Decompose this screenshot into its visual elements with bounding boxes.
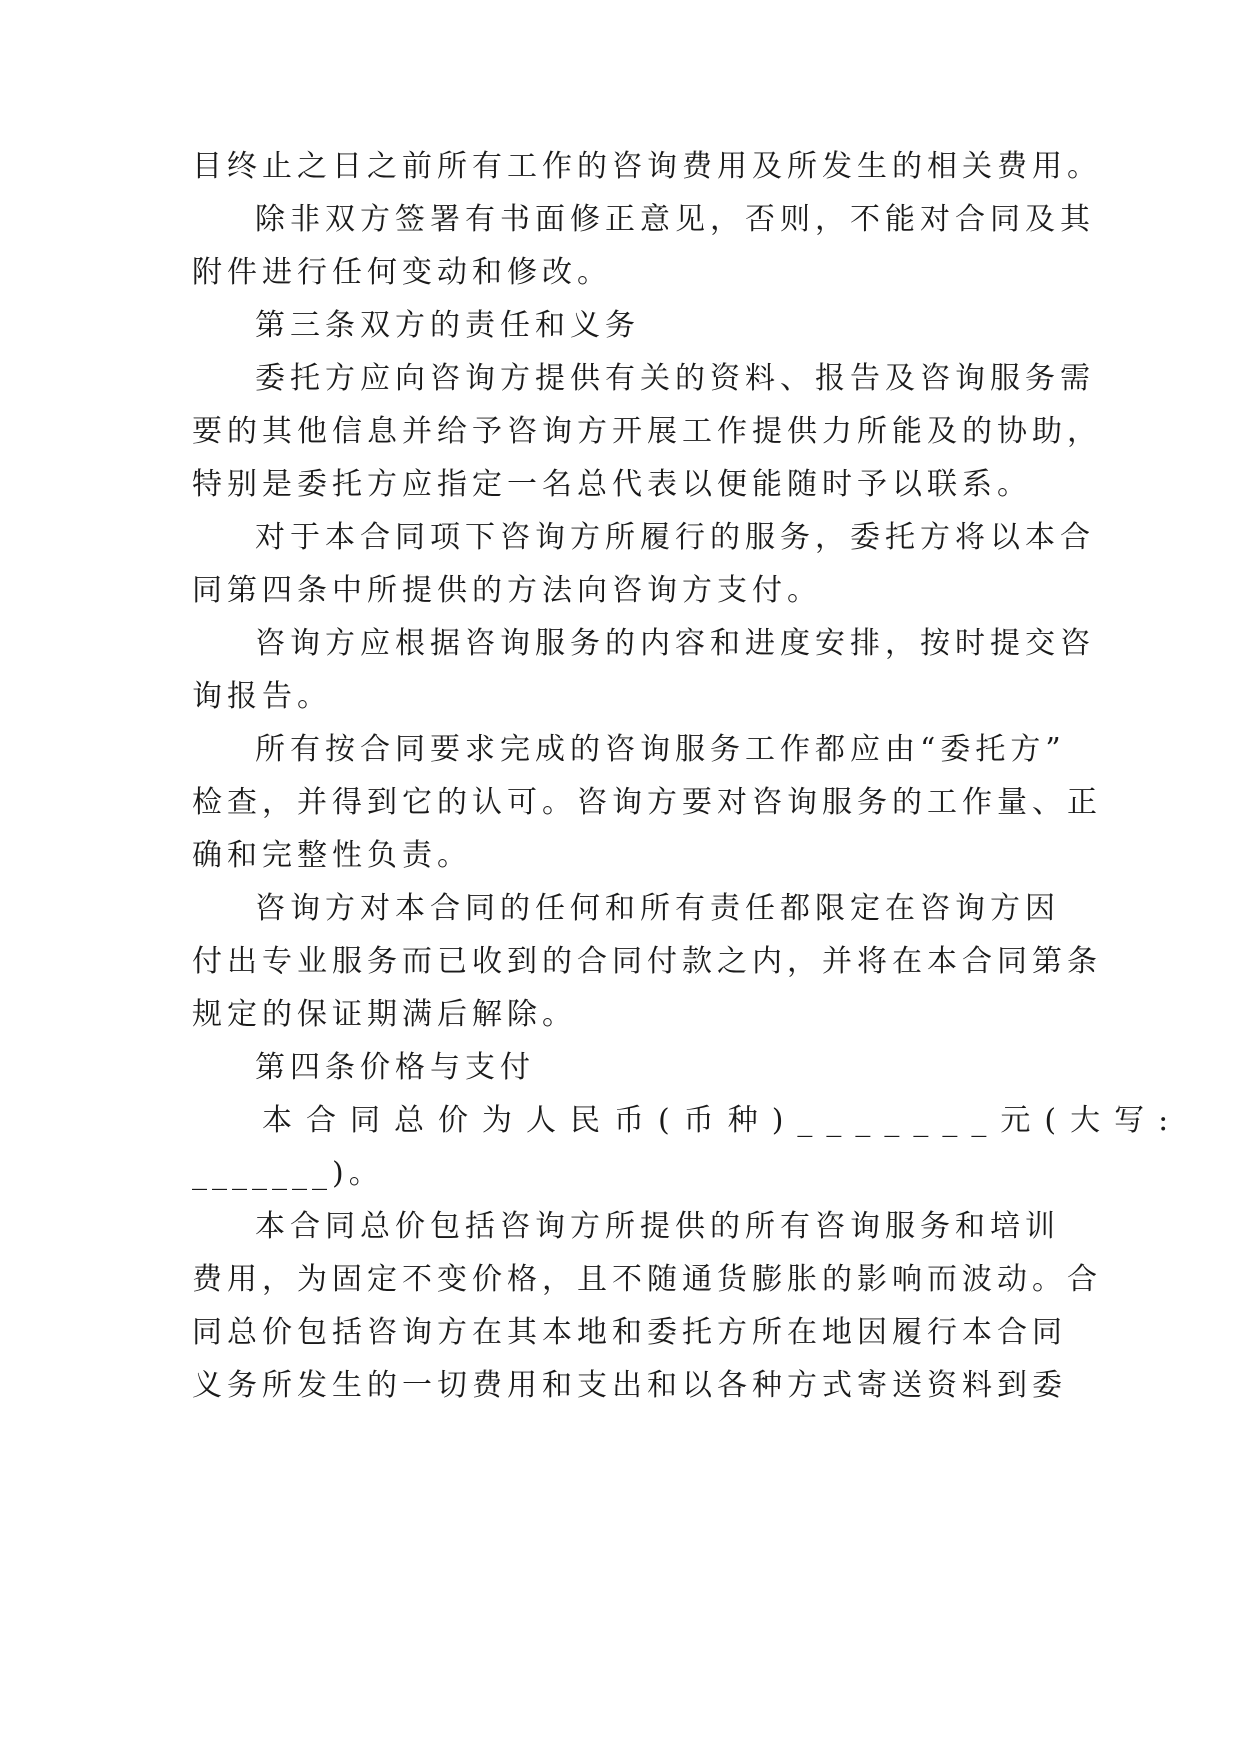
- text-line: 费用，为固定不变价格，且不随通货膨胀的影响而波动。合: [192, 1262, 1102, 1297]
- text-line: 目终止之日之前所有工作的咨询费用及所发生的相关费用。: [192, 149, 1102, 184]
- section-heading: 第三条双方的责任和义务: [255, 308, 640, 343]
- text-line: 付出专业服务而已收到的合同付款之内，并将在本合同第条: [192, 944, 1102, 979]
- text-line: 同第四条中所提供的方法向咨询方支付。: [192, 573, 822, 608]
- text-line: 所有按合同要求完成的咨询服务工作都应由“委托方”: [255, 732, 1066, 767]
- text-line: 本合同总价为人民币(币种)_______元(大写:: [262, 1103, 1183, 1138]
- text-line: 检查，并得到它的认可。咨询方要对咨询服务的工作量、正: [192, 785, 1102, 820]
- text-line: 规定的保证期满后解除。: [192, 997, 577, 1032]
- text-line: 咨询方应根据咨询服务的内容和进度安排，按时提交咨: [255, 626, 1095, 661]
- text-line: _______)。: [192, 1156, 384, 1191]
- text-line: 本合同总价包括咨询方所提供的所有咨询服务和培训: [255, 1209, 1060, 1244]
- section-heading: 第四条价格与支付: [255, 1050, 535, 1085]
- text-line: 询报告。: [192, 679, 332, 714]
- text-line: 除非双方签署有书面修正意见，否则，不能对合同及其: [255, 202, 1095, 237]
- text-line: 义务所发生的一切费用和支出和以各种方式寄送资料到委: [192, 1368, 1067, 1403]
- text-line: 附件进行任何变动和修改。: [192, 255, 612, 290]
- text-line: 特别是委托方应指定一名总代表以便能随时予以联系。: [192, 467, 1032, 502]
- text-line: 咨询方对本合同的任何和所有责任都限定在咨询方因: [255, 891, 1060, 926]
- text-line: 委托方应向咨询方提供有关的资料、报告及咨询服务需: [255, 361, 1095, 396]
- text-line: 同总价包括咨询方在其本地和委托方所在地因履行本合同: [192, 1315, 1067, 1350]
- text-line: 确和完整性负责。: [192, 838, 472, 873]
- text-line: 要的其他信息并给予咨询方开展工作提供力所能及的协助，: [192, 414, 1102, 449]
- text-line: 对于本合同项下咨询方所履行的服务，委托方将以本合: [255, 520, 1095, 555]
